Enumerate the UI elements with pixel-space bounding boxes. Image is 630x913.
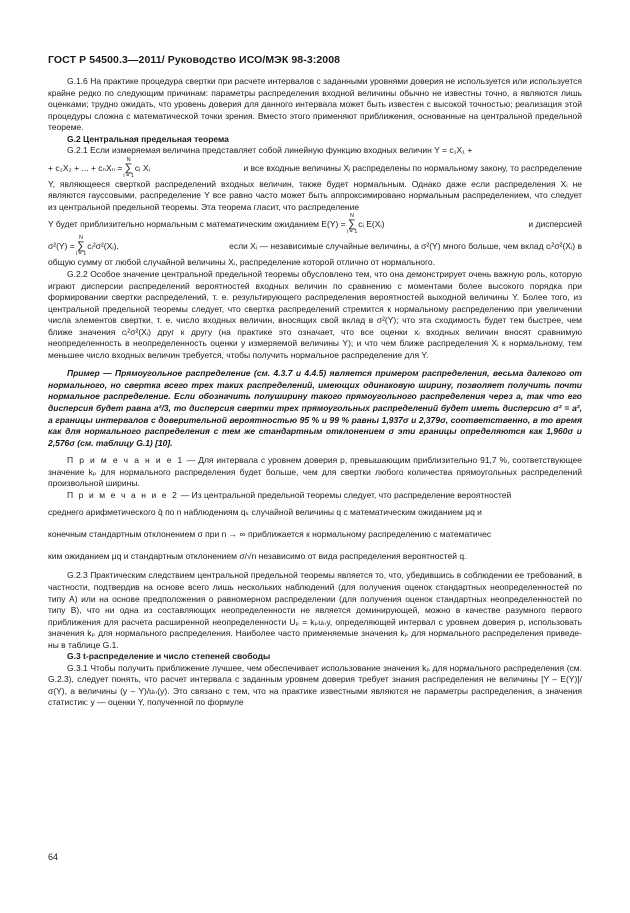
heading-g3: G.3 t-распределение и число степеней свободы bbox=[67, 651, 271, 662]
paragraph-g22: G.2.2 Особое значение центральной предельной теоремы обусловлено тем, что она демонстрирует очень важную роль, которую играют дисперсии распределений вероятностей входных величин по сравнению с моментами более высокого порядка при формировании свертки распределений, т. е. результирующего распределения вероятностей выходной величины Y. Более того, из центральной предельной теоремы следует, что свертка распределений стремится к нормальному распределению при увеличении числа элементов свертки, т. е. число входных величин, вносящих свой вклад в σ²(Y); что эта сходимость будет тем быстрее, чем ближе значения cᵢ²σ²(Xᵢ) друг к другу (на практике это означает, что все оценки xᵢ входных величин вносят сравнимую неопределенность в неопределенность оценки y измеряемой величины Y); и что чем ближе распределения Xᵢ к нормальному, тем меньшее число входных величин требуется, чтобы получить нормальное распределение для Y. bbox=[48, 269, 582, 360]
note-2 bbox=[48, 490, 582, 502]
sum-symbol bbox=[347, 213, 358, 235]
note-1 bbox=[48, 455, 582, 490]
sum-symbol bbox=[123, 157, 134, 179]
formula-linear-left: + c₂X₂ + ... + cₙXₙ = bbox=[48, 162, 123, 173]
formula-linear-term: cᵢ Xᵢ bbox=[134, 162, 150, 173]
sigma-icon: ∑ bbox=[348, 218, 356, 231]
paragraph-g31: G.3.1 Чтобы получить приближение лучшее, чем обеспечивает использование значения kₚ для нормального распределения (см. G.2.3), следует понять, что расчет интервала с заданным уровнем доверия требует знания распределения не величины [Y – E(Y)]/ σ(Y), а величины (y – Y)/uₙ(y). Это связано с тем, что на практике известными являются не параметры распределения, а значения статистик: y — оценки Y, полученной по формуле bbox=[48, 662, 582, 708]
heading-g2: G.2 Центральная предельная теорема bbox=[67, 133, 229, 144]
sum-symbol bbox=[76, 235, 87, 257]
note-2-line3: конечным стандартным отклонением σ при n → ∞ приближается к нормальному распределению с математичес bbox=[48, 529, 492, 540]
formula-line-expectation bbox=[48, 213, 582, 235]
formula-expectation-term: cᵢ E(Xᵢ) bbox=[358, 219, 385, 230]
page-number: 64 bbox=[48, 852, 59, 862]
paragraph-g21-end: общую сумму от любой случайной величины Xᵢ, распределение которой отлично от нормального. bbox=[48, 257, 435, 268]
note-2-line4: ким ожиданием μq и стандартным отклонением σ/√n независимо от вида распределения вероятностей q. bbox=[48, 551, 467, 562]
note-1-text: — Для интервала с уровнем доверия p, превышающим приблизительно 91,7 %, соответствующее значение kₚ для нормального распределения будет больше, чем для свертки любого количества прямоугольных распределений произвольной ширины. bbox=[48, 455, 582, 489]
formula-variance-right: если Xᵢ — независимые случайные величины, а σ²(Y) много больше, чем вклад cᵢ²σ²(Xᵢ) в bbox=[229, 241, 582, 252]
note-2-text: — Из центральной предельной теоремы следует, что распределение вероятностей bbox=[178, 489, 512, 500]
example-block: Пример — Прямоугольное распределение (см. 4.3.7 и 4.4.5) является примером распределения, весьма далекого от нормального, но свертка всего трех таких распределений, имеющих одинаковую ширину, позволяет получить почти нормальное распределение. Если обозначить полуширину такого прямоугольного распределения через a, так что его дисперсия будет равна a²/3, то дисперсия свертки трех прямоугольных распределений будет иметь дисперсию σ² = a², а границы интервалов с доверительной вероятностью 95 % и 99 % равны 1,937σ и 2,379σ, соответственно, в то время как для нормального распределения с тем же стандартным отклонением σ эти границы определяются как 1,960σ и 2,576σ (см. таблицу G.1) [10]. bbox=[48, 368, 582, 448]
formula-expectation-left: Y будет приблизительно нормальным с математическим ожиданием E(Y) = bbox=[48, 219, 346, 230]
paragraph-g21-continued: Y, являющееся сверткой распределений входных величин, также будет нормальным. Однако даже если распределения Xᵢ не являются гауссовыми, распределение Y все равно часто может быть аппроксимировано нормальным распределением, что следует из центральной предельной теоремы. Эта теорема гласит, что распределение bbox=[48, 178, 582, 212]
formula-expectation-right: и дисперсией bbox=[528, 219, 582, 230]
formula-variance-left: σ²(Y) = bbox=[48, 241, 75, 252]
sum-lower-limit: i = 1 bbox=[123, 172, 134, 179]
page-header: ГОСТ Р 54500.3—2011/ Руководство ИСО/МЭК 98-3:2008 bbox=[48, 54, 341, 66]
sum-upper-limit: N bbox=[126, 156, 131, 163]
note-1-label: П р и м е ч а н и е 1 bbox=[67, 455, 184, 466]
formula-variance-term: cᵢ²σ²(Xᵢ), bbox=[87, 241, 119, 252]
sigma-icon: ∑ bbox=[124, 161, 133, 174]
paragraph-g16: G.1.6 На практике процедура свертки при расчете интервалов с заданными уровнями доверия не используется или используется крайне редко по следующим причинам: параметры распределения входной величины обычно не известны точно, а являются лишь оценками; трудно ожидать, что уровень доверия для данного интервала может быть известен с высокой точностью; реализация этой процедуры сложна с математической точки зрения. Вместо этого применяют приближения, основанные на центральной предельной теореме. bbox=[48, 76, 582, 133]
document-body bbox=[48, 76, 582, 709]
note-2-line2: среднего арифметического q̄ по n наблюдениям qₖ случайной величины q с математическим ожиданием μq и bbox=[48, 507, 482, 518]
paragraph-g23: G.2.3 Практическим следствием центральной предельной теоремы является то, что, убедившись в соблюдении ее требований, в частности, подтвердив на основе всего лишь нескольких наблюдений (для получения оценок стандартных неопределенностей по типу А) или на основе предположения о равномерном распределении (для получения оценок стандартных неопределенностей по типу В), что ни одна из составляющих неопределенности не является доминирующей, можно в качестве разумного первого приближения для расчета расширенной неопределенности Uₚ = kₚuₙy, определяющей интервал с уровнем доверия p, использовать значения kₚ для нормального распределения. Наиболее часто применяемые значения kₚ для нормального распределения приведены в таблице G.1. bbox=[48, 570, 582, 650]
formula-linear-right: и все входные величины Xᵢ распределены по нормальному закону, то распределение bbox=[243, 162, 582, 173]
sum-upper-limit: N bbox=[79, 235, 83, 242]
sigma-icon: ∑ bbox=[77, 240, 85, 253]
note-2-label: П р и м е ч а н и е 2 bbox=[67, 489, 179, 500]
formula-line-linear bbox=[48, 157, 582, 179]
paragraph-g21-line1: G.2.1 Если измеряемая величина представляет собой линейную функцию входных величин Y = c₁X₁ + bbox=[67, 145, 473, 156]
sum-upper-limit: N bbox=[350, 213, 354, 220]
sum-lower-limit: i = 1 bbox=[75, 251, 87, 258]
formula-line-variance bbox=[48, 235, 582, 257]
sum-lower-limit: i = 1 bbox=[346, 229, 358, 236]
